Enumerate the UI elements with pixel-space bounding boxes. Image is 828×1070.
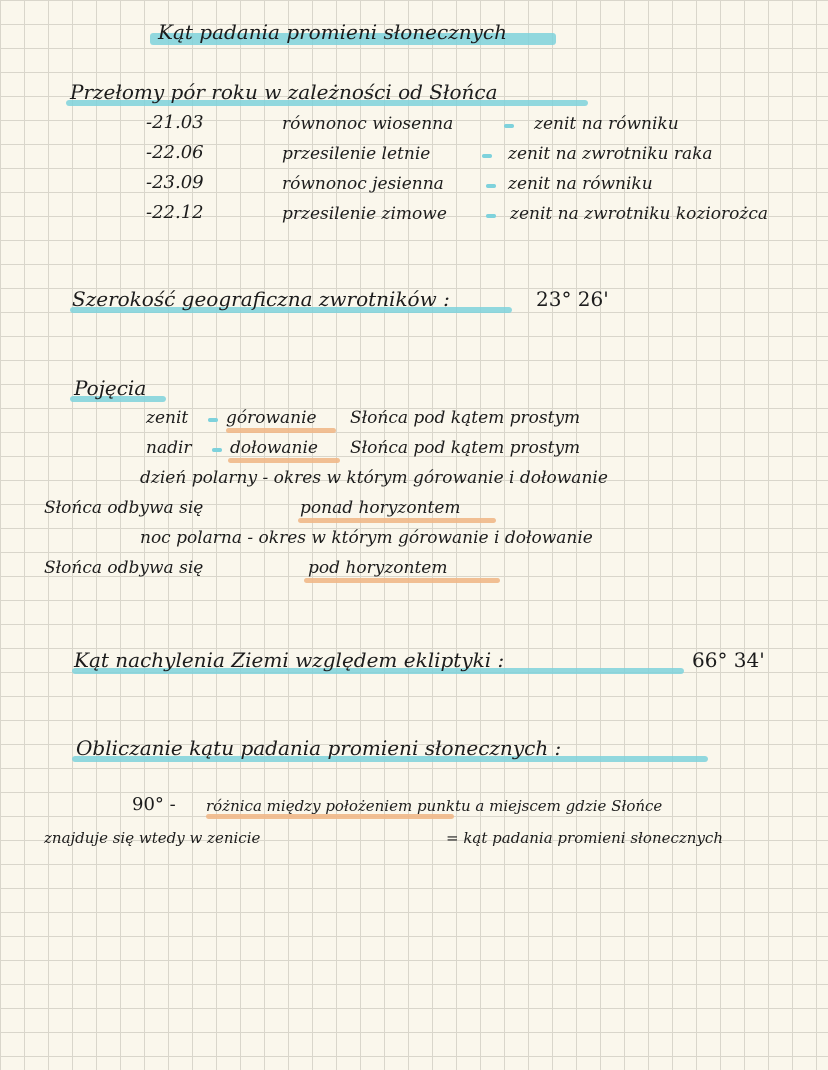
season-zenith: zenit na równiku xyxy=(534,114,679,134)
polar-day-line2: Słońca odbywa się xyxy=(44,498,204,518)
polar-day-key-highlight xyxy=(298,518,496,523)
zenit-dash xyxy=(208,418,218,422)
tropics-label: Szerokość geograficzna zwrotników : xyxy=(72,287,450,311)
season-event: przesilenie letnie xyxy=(282,144,431,164)
concepts-heading: Pojęcia xyxy=(74,376,147,400)
season-zenith: zenit na zwrotniku raka xyxy=(508,144,713,164)
season-date: -22.06 xyxy=(146,142,204,163)
season-row xyxy=(0,202,828,226)
season-date: -23.09 xyxy=(146,172,204,193)
calc-heading: Obliczanie kątu padania promieni słonecznych : xyxy=(76,736,562,760)
polar-night-key-highlight xyxy=(304,578,500,583)
calc-line1-start: 90° - xyxy=(132,794,176,815)
zenit-key: górowanie xyxy=(226,408,317,428)
polar-day-key: ponad horyzontem xyxy=(300,498,461,518)
calc-line1-text: różnica między położeniem punktu a miejscem gdzie Słońce xyxy=(206,797,663,815)
season-event: równonoc jesienna xyxy=(282,174,444,194)
nadir-dash xyxy=(212,448,222,452)
season-date: -21.03 xyxy=(146,112,204,133)
page-title: Kąt padania promieni słonecznych xyxy=(158,20,508,44)
season-dash xyxy=(486,214,496,218)
season-dash xyxy=(486,184,496,188)
nadir-rest: Słońca pod kątem prostym xyxy=(350,438,581,458)
calc-line2-result: = kąt padania promieni słonecznych xyxy=(446,829,723,847)
calc-line2-start: znajduje się wtedy w zenicie xyxy=(44,829,261,847)
nadir-key-highlight xyxy=(228,458,340,463)
tilt-label: Kąt nachylenia Ziemi względem ekliptyki : xyxy=(74,648,505,672)
tilt-value: 66° 34' xyxy=(692,648,765,672)
polar-night-line1: noc polarna - okres w którym górowanie i dołowanie xyxy=(140,528,593,548)
season-row xyxy=(0,172,828,196)
zenit-key-highlight xyxy=(226,428,336,433)
season-date: -22.12 xyxy=(146,202,204,223)
polar-night-key: pod horyzontem xyxy=(308,558,448,578)
seasons-heading: Przełomy pór roku w zależności od Słońca xyxy=(70,80,498,104)
season-zenith: zenit na zwrotniku koziorożca xyxy=(510,204,769,224)
nadir-key: dołowanie xyxy=(230,438,318,458)
polar-night-line2: Słońca odbywa się xyxy=(44,558,204,578)
nadir-term: nadir xyxy=(146,438,192,458)
season-dash xyxy=(504,124,514,128)
zenit-rest: Słońca pod kątem prostym xyxy=(350,408,581,428)
season-row xyxy=(0,142,828,166)
season-row xyxy=(0,112,828,136)
zenit-term: zenit xyxy=(146,408,189,428)
season-zenith: zenit na równiku xyxy=(508,174,653,194)
season-event: równonoc wiosenna xyxy=(282,114,454,134)
season-dash xyxy=(482,154,492,158)
polar-day-line1: dzień polarny - okres w którym górowanie i dołowanie xyxy=(140,468,608,488)
season-event: przesilenie zimowe xyxy=(282,204,447,224)
tropics-value: 23° 26' xyxy=(536,287,609,311)
